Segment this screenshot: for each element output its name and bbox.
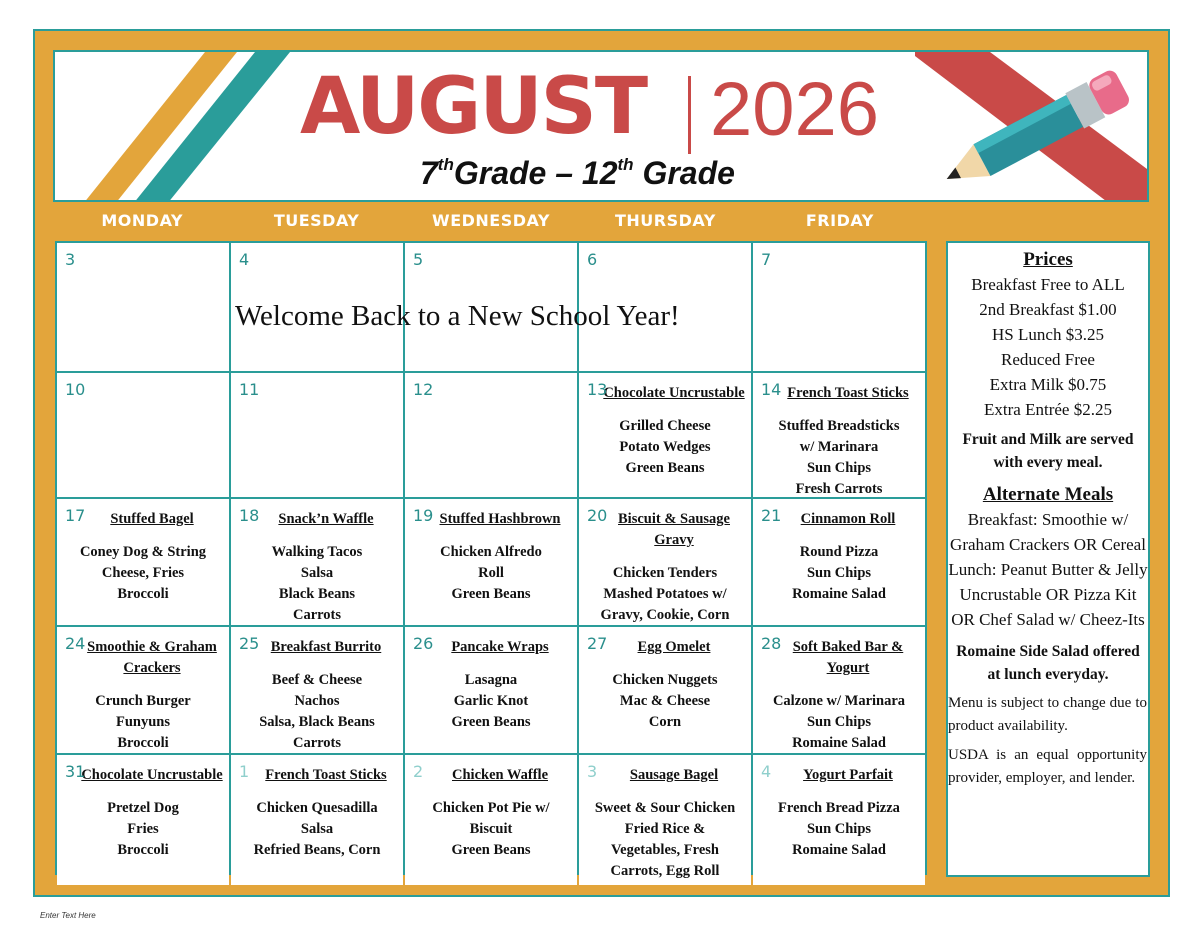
lunch-item: Beef & Cheese: [271, 672, 363, 688]
calendar-day-cell: [579, 499, 751, 625]
calendar-day-cell: [753, 373, 925, 497]
day-number: 21: [761, 506, 782, 525]
calendar-day-cell: [57, 627, 229, 753]
calendar-day-cell: [57, 499, 229, 625]
breakfast-entree: Stuffed Hashbrown: [439, 511, 561, 527]
lunch-item: Mac & Cheese: [619, 693, 711, 709]
calendar-day-cell: [405, 755, 577, 885]
lunch-item: Round Pizza: [799, 544, 879, 560]
price-line: 2nd Breakfast $1.00: [979, 300, 1117, 319]
alternate-breakfast: Breakfast: Smoothie w/ Graham Crackers OR Cereal: [950, 510, 1146, 554]
lunch-item: Crunch Burger: [95, 693, 191, 709]
lunch-item: Green Beans: [451, 842, 531, 858]
calendar-day-cell: [579, 755, 751, 885]
title-divider: [688, 76, 691, 154]
calendar-header: [53, 50, 1149, 202]
day-number: 28: [761, 634, 782, 653]
price-line: Extra Entrée $2.25: [984, 400, 1112, 419]
day-number: 31: [65, 762, 86, 781]
lunch-item: Carrots: [292, 607, 342, 623]
breakfast-entree: French Toast Sticks: [265, 767, 387, 783]
calendar-day-cell: [405, 627, 577, 753]
weekday-tuesday: TUESDAY: [273, 211, 360, 230]
day-number: 1: [239, 762, 250, 781]
lunch-item: Coney Dog & String: [79, 544, 207, 560]
day-number: 17: [65, 506, 86, 525]
lunch-item: French Bread Pizza: [778, 800, 900, 816]
lunch-item: Biscuit: [469, 821, 513, 837]
lunch-item: Black Beans: [278, 586, 356, 602]
breakfast-entree: Breakfast Burrito: [270, 639, 382, 655]
weekday-header-row: [55, 206, 927, 236]
lunch-item: Vegetables, Fresh: [611, 842, 719, 858]
weekday-monday: MONDAY: [101, 211, 184, 230]
menu-calendar-grid: [55, 241, 927, 879]
day-number: 27: [587, 634, 608, 653]
lunch-items: [757, 691, 921, 754]
weekday-thursday: THURSDAY: [614, 211, 716, 230]
breakfast-entree: Chicken Waffle: [452, 767, 548, 783]
lunch-items: [61, 542, 225, 605]
lunch-item: Romaine Salad: [792, 586, 886, 602]
day-number: 13: [587, 380, 608, 399]
day-number: 24: [65, 634, 86, 653]
breakfast-entree: Biscuit & Sausage Gravy: [618, 511, 730, 548]
day-number: 4: [239, 250, 250, 269]
calendar-day-cell: [753, 627, 925, 753]
diagonal-stripes-graphic: [55, 52, 295, 202]
lunch-item: Gravy, Cookie, Corn: [600, 607, 730, 623]
calendar-day-cell: [231, 499, 403, 625]
lunch-items: [583, 416, 747, 479]
lunch-items: [583, 670, 747, 733]
lunch-item: Chicken Pot Pie w/: [432, 800, 550, 816]
price-line: Breakfast Free to ALL: [971, 275, 1125, 294]
calendar-day-cell: [57, 243, 229, 371]
lunch-item: Refried Beans, Corn: [253, 842, 381, 858]
alternate-meals-title: Alternate Meals: [982, 484, 1114, 505]
breakfast-entree: Egg Omelet: [637, 639, 711, 655]
lunch-item: Stuffed Breadsticks: [778, 418, 900, 434]
footnote-text: Enter Text Here: [40, 911, 96, 920]
day-number: 7: [761, 250, 772, 269]
lunch-item: Garlic Knot: [453, 693, 529, 709]
lunch-item: Romaine Salad: [792, 735, 886, 751]
calendar-day-cell: [57, 373, 229, 497]
lunch-item: Sun Chips: [806, 714, 872, 730]
day-number: 14: [761, 380, 782, 399]
lunch-items: [61, 691, 225, 754]
lunch-item: Calzone w/ Marinara: [772, 693, 906, 709]
month-title: AUGUST: [300, 62, 647, 152]
lunch-items: [235, 542, 399, 626]
lunch-item: Chicken Nuggets: [612, 672, 718, 688]
lunch-item: Cheese, Fries: [101, 565, 185, 581]
calendar-day-cell: [231, 755, 403, 885]
day-number: 4: [761, 762, 772, 781]
lunch-item: Green Beans: [625, 460, 705, 476]
lunch-items: [757, 798, 921, 861]
lunch-item: Carrots: [292, 735, 342, 751]
lunch-items: [409, 542, 573, 605]
lunch-item: Broccoli: [117, 735, 169, 751]
lunch-item: Nachos: [294, 693, 340, 709]
day-number: 3: [65, 250, 76, 269]
lunch-items: [409, 670, 573, 733]
breakfast-entree: Sausage Bagel: [629, 767, 719, 783]
year-title: 2026: [710, 67, 880, 152]
lunch-item: Pretzel Dog: [107, 800, 179, 816]
weekday-wednesday: WEDNESDAY: [432, 211, 550, 230]
lunch-item: Fresh Carrots: [795, 481, 883, 497]
lunch-item: Corn: [648, 714, 682, 730]
lunch-item: Romaine Salad: [792, 842, 886, 858]
lunch-items: [757, 542, 921, 605]
lunch-item: Chicken Tenders: [612, 565, 718, 581]
lunch-items: [409, 798, 573, 861]
calendar-day-cell: [579, 627, 751, 753]
lunch-item: Broccoli: [117, 842, 169, 858]
lunch-item: Grilled Cheese: [619, 418, 711, 434]
calendar-day-cell: [231, 373, 403, 497]
breakfast-entree: Snack’n Waffle: [278, 511, 374, 527]
lunch-item: Walking Tacos: [271, 544, 363, 560]
lunch-item: Potato Wedges: [619, 439, 711, 455]
usda-statement: USDA is an equal opportunity provider, employer, and lender.: [948, 747, 1147, 786]
breakfast-entree: Smoothie & Graham Crackers: [87, 639, 217, 676]
day-number: 2: [413, 762, 424, 781]
breakfast-entree: Pancake Wraps: [451, 639, 549, 655]
breakfast-entree: Cinnamon Roll: [800, 511, 896, 527]
day-number: 25: [239, 634, 260, 653]
breakfast-entree: French Toast Sticks: [787, 385, 909, 401]
welcome-banner: Welcome Back to a New School Year!: [235, 300, 680, 332]
lunch-item: Green Beans: [451, 586, 531, 602]
day-number: 19: [413, 506, 434, 525]
lunch-item: Salsa, Black Beans: [259, 714, 375, 730]
day-number: 5: [413, 250, 424, 269]
prices-sidebar: [946, 241, 1150, 877]
calendar-day-cell: [753, 499, 925, 625]
lunch-item: Fries: [127, 821, 159, 837]
lunch-item: Sun Chips: [806, 821, 872, 837]
lunch-item: Chicken Alfredo: [440, 544, 542, 560]
fruit-milk-note: Fruit and Milk are served with every meal.: [962, 431, 1134, 471]
day-number: 18: [239, 506, 260, 525]
price-line: Extra Milk $0.75: [989, 375, 1107, 394]
lunch-item: Sun Chips: [806, 565, 872, 581]
day-number: 20: [587, 506, 608, 525]
lunch-item: Fried Rice &: [624, 821, 706, 837]
lunch-item: Mashed Potatoes w/: [603, 586, 727, 602]
lunch-items: [235, 670, 399, 754]
lunch-items: [757, 416, 921, 500]
day-number: 6: [587, 250, 598, 269]
breakfast-entree: Yogurt Parfait: [803, 767, 893, 783]
salad-note: Romaine Side Salad offered at lunch everyday.: [956, 643, 1140, 683]
calendar-day-cell: [57, 755, 229, 885]
day-number: 10: [65, 380, 86, 399]
lunch-item: Funyuns: [115, 714, 170, 730]
breakfast-entree: Chocolate Uncrustable: [81, 767, 223, 783]
lunch-item: Chicken Quesadilla: [256, 800, 378, 816]
breakfast-entree: Chocolate Uncrustable: [603, 385, 745, 401]
calendar-day-cell: [579, 373, 751, 497]
lunch-items: [235, 798, 399, 861]
weekday-friday: FRIDAY: [805, 211, 874, 230]
alternate-lunch: Lunch: Peanut Butter & Jelly Uncrustable OR Pizza Kit OR Chef Salad w/ Cheez-Its: [948, 560, 1148, 629]
lunch-item: Roll: [478, 565, 504, 581]
menu-disclaimer: Menu is subject to change due to product availability.: [948, 695, 1147, 734]
calendar-day-cell: [753, 243, 925, 371]
day-number: 26: [413, 634, 434, 653]
calendar-day-cell: [405, 499, 577, 625]
pencil-icon: [915, 52, 1149, 202]
day-number: 11: [239, 380, 260, 399]
lunch-item: Broccoli: [117, 586, 169, 602]
lunch-item: Salsa: [300, 821, 334, 837]
lunch-item: Sweet & Sour Chicken: [594, 800, 736, 816]
grade-range: 7thGrade – 12th Grade: [420, 155, 735, 191]
calendar-day-cell: [753, 755, 925, 885]
lunch-items: [583, 563, 747, 626]
lunch-item: Carrots, Egg Roll: [610, 863, 720, 879]
lunch-item: Sun Chips: [806, 460, 872, 476]
breakfast-entree: Soft Baked Bar & Yogurt: [792, 639, 904, 676]
lunch-items: [61, 798, 225, 861]
prices-title: Prices: [1023, 249, 1073, 270]
lunch-item: w/ Marinara: [799, 439, 879, 455]
lunch-item: Green Beans: [451, 714, 531, 730]
calendar-day-cell: [231, 627, 403, 753]
price-line: HS Lunch $3.25: [992, 325, 1104, 344]
price-line: Reduced Free: [1001, 350, 1095, 369]
lunch-item: Lasagna: [464, 672, 518, 688]
breakfast-entree: Stuffed Bagel: [110, 511, 194, 527]
lunch-items: [583, 798, 747, 882]
calendar-day-cell: [405, 373, 577, 497]
day-number: 12: [413, 380, 434, 399]
day-number: 3: [587, 762, 598, 781]
lunch-item: Salsa: [300, 565, 334, 581]
